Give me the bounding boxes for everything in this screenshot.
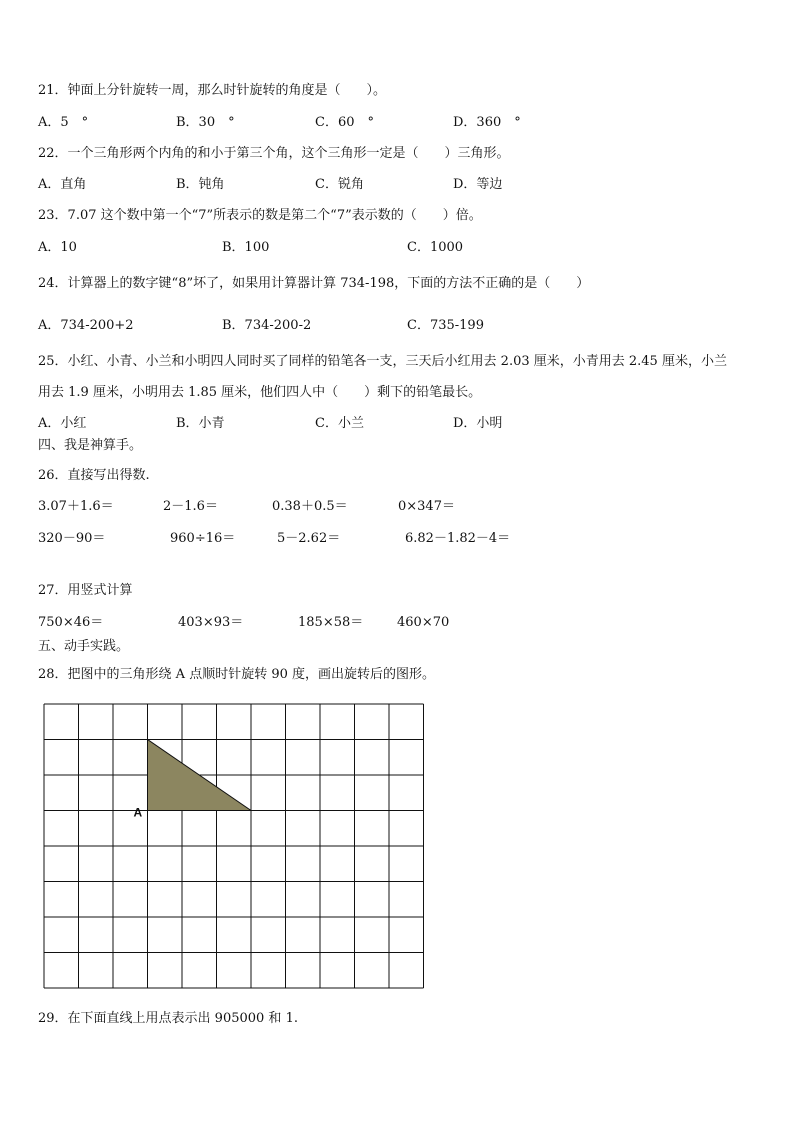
- q25-option-d: D．小明: [453, 416, 503, 431]
- q21-option-c: C．60 °: [315, 115, 374, 130]
- q22-option-b: B．钝角: [176, 177, 225, 192]
- q24-option-a: A．734-200+2: [38, 318, 134, 333]
- q23-option-c: C．1000: [407, 240, 464, 255]
- q26-expr-4: 0×347＝: [398, 499, 455, 514]
- q21-option-a: A．5 °: [38, 115, 89, 130]
- q26-expr-8: 6.82－1.82－4＝: [405, 531, 511, 546]
- point-a-label: A: [133, 805, 143, 820]
- q26-expr-5: 320－90＝: [38, 531, 106, 546]
- q26-expr-6: 960÷16＝: [170, 531, 236, 546]
- q27-expr-2: 403×93＝: [178, 615, 244, 630]
- q27-expr-3: 185×58＝: [298, 615, 364, 630]
- question-24-text: 24．计算器上的数字键“8”坏了，如果用计算器计算 734-198，下面的方法不正确的是（ ）: [38, 276, 590, 291]
- question-23-text: 23．7.07 这个数中第一个“7”所表示的数是第二个“7”表示数的（ ）倍。: [38, 208, 482, 223]
- section-4-title: 四、我是神算手。: [38, 438, 143, 453]
- q25-option-a: A．小红: [38, 416, 87, 431]
- section-5-title: 五、动手实践。: [38, 639, 130, 654]
- q25-option-b: B．小青: [176, 416, 225, 431]
- q26-expr-7: 5－2.62＝: [277, 531, 341, 546]
- question-29-text: 29．在下面直线上用点表示出 905000 和 1.: [38, 1011, 298, 1026]
- q23-option-a: A．10: [38, 240, 77, 255]
- q26-expr-1: 3.07＋1.6＝: [38, 499, 114, 514]
- question-27-text: 27．用竖式计算: [38, 583, 133, 598]
- q22-option-a: A．直角: [38, 177, 87, 192]
- q25-option-c: C．小兰: [315, 416, 364, 431]
- q24-option-c: C．735-199: [407, 318, 484, 333]
- grid-lines: [44, 704, 424, 988]
- question-28-text: 28．把图中的三角形绕 A 点顺时针旋转 90 度，画出旋转后的图形。: [38, 667, 436, 682]
- question-25-text-line2: 用去 1.9 厘米，小明用去 1.85 厘米，他们四人中（ ）剩下的铅笔最长。: [38, 385, 482, 400]
- q24-option-b: B．734-200-2: [222, 318, 312, 333]
- question-22-text: 22．一个三角形两个内角的和小于第三个角，这个三角形一定是（ ）三角形。: [38, 146, 510, 161]
- q27-expr-1: 750×46＝: [38, 615, 104, 630]
- q22-option-c: C．锐角: [315, 177, 364, 192]
- q23-option-b: B．100: [222, 240, 270, 255]
- q26-expr-3: 0.38＋0.5＝: [272, 499, 348, 514]
- question-25-text-line1: 25．小红、小青、小兰和小明四人同时买了同样的铅笔各一支，三天后小红用去 2.03 厘米，小青用去 2.45 厘米，小兰: [38, 354, 727, 369]
- q22-option-d: D．等边: [453, 177, 503, 192]
- q26-expr-2: 2－1.6＝: [163, 499, 218, 514]
- q27-expr-4: 460×70: [397, 615, 450, 630]
- question-26-text: 26．直接写出得数.: [38, 468, 150, 483]
- question-21-text: 21．钟面上分针旋转一周，那么时针旋转的角度是（ ）。: [38, 83, 387, 98]
- q21-option-b: B．30 °: [176, 115, 235, 130]
- q21-option-d: D．360 °: [453, 115, 521, 130]
